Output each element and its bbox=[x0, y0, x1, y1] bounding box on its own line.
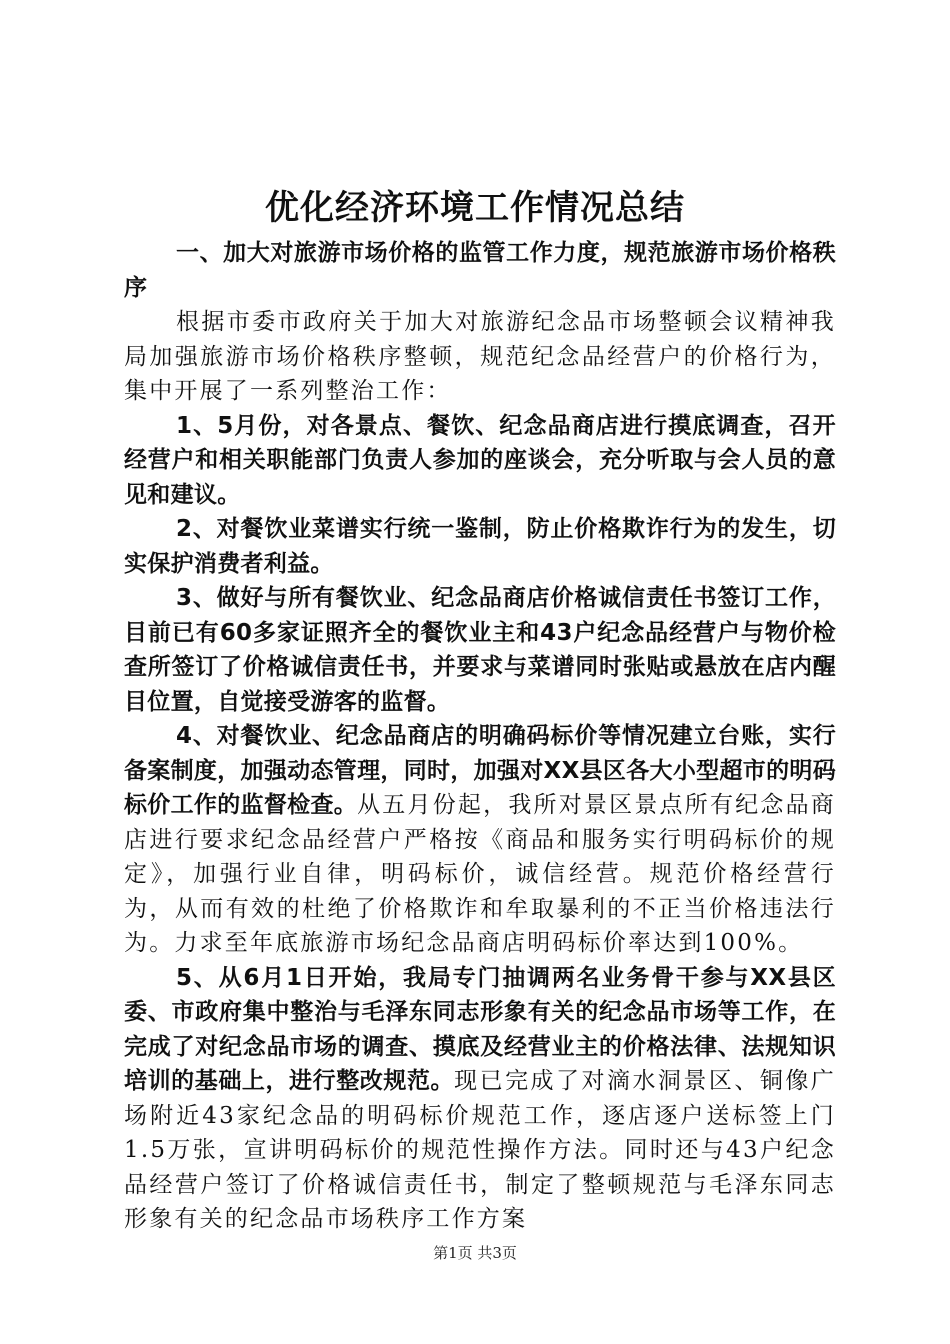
list-item-4-bold-text: 4、对餐饮业、纪念品商店的明确码标价等情况建立台账，实行备案制度，加强动态管理，同时，加强对XX县区各大小型超市的明码标价工作的监督检查。 bbox=[124, 723, 836, 818]
section-heading-1: 一、加大对旅游市场价格的监管工作力度，规范旅游市场价格秩序 bbox=[124, 240, 836, 301]
list-item-2: 2、对餐饮业菜谱实行统一鉴制，防止价格欺诈行为的发生，切实保护消费者利益。 bbox=[124, 516, 836, 577]
list-item-4-regular-text: 从五月份起，我所对景区景点所有纪念品商店进行要求纪念品经营户严格按《商品和服务实行明码标价的规定》，加强行业自律，明码标价，诚信经营。规范价格经营行为，从而有效的杜绝了价格欺诈和牟取暴利的不正当价格违法行为。力求至年底旅游市场纪念品商店明码标价率达到100%。 bbox=[124, 792, 836, 956]
intro-paragraph: 根据市委市政府关于加大对旅游纪念品市场整顿会议精神我局加强旅游市场价格秩序整顿，规范纪念品经营户的价格行为，集中开展了一系列整治工作： bbox=[124, 309, 836, 404]
list-item-5-bold-text: 5、从6月1日开始，我局专门抽调两名业务骨干参与XX县区委、市政府集中整治与毛泽东同志形象有关的纪念品市场等工作，在完成了对纪念品市场的调查、摸底及经营业主的价格法律、法规知识培训的基础上，进行整改规范。 bbox=[124, 964, 836, 1094]
document-title: 优化经济环境工作情况总结 bbox=[265, 188, 685, 228]
list-item-5-regular-text: 现已完成了对滴水洞景区、铜像广场附近43家纪念品的明码标价规范工作，逐店逐户送标签上门1.5万张，宣讲明码标价的规范性操作方法。同时还与43户纪念品经营户签订了价格诚信责任书，制定了整顿规范与毛泽东同志形象有关的纪念品市场秩序工作方案 bbox=[124, 1068, 837, 1232]
document-body bbox=[124, 236, 836, 1237]
list-item-1: 1、5月份，对各景点、餐饮、纪念品商店进行摸底调查，召开经营户和相关职能部门负责人参加的座谈会，充分听取与会人员的意见和建议。 bbox=[124, 412, 836, 508]
list-item-4 bbox=[124, 719, 836, 961]
list-item-5 bbox=[124, 961, 836, 1237]
list-item-3: 3、做好与所有餐饮业、纪念品商店价格诚信责任书签订工作，目前已有60多家证照齐全的餐饮业主和43户纪念品经营户与物价检查所签订了价格诚信责任书，并要求与菜谱同时张贴或悬放在店内醒目位置，自觉接受游客的监督。 bbox=[124, 585, 836, 715]
page-footer: 第1页 共3页 bbox=[433, 1244, 517, 1262]
